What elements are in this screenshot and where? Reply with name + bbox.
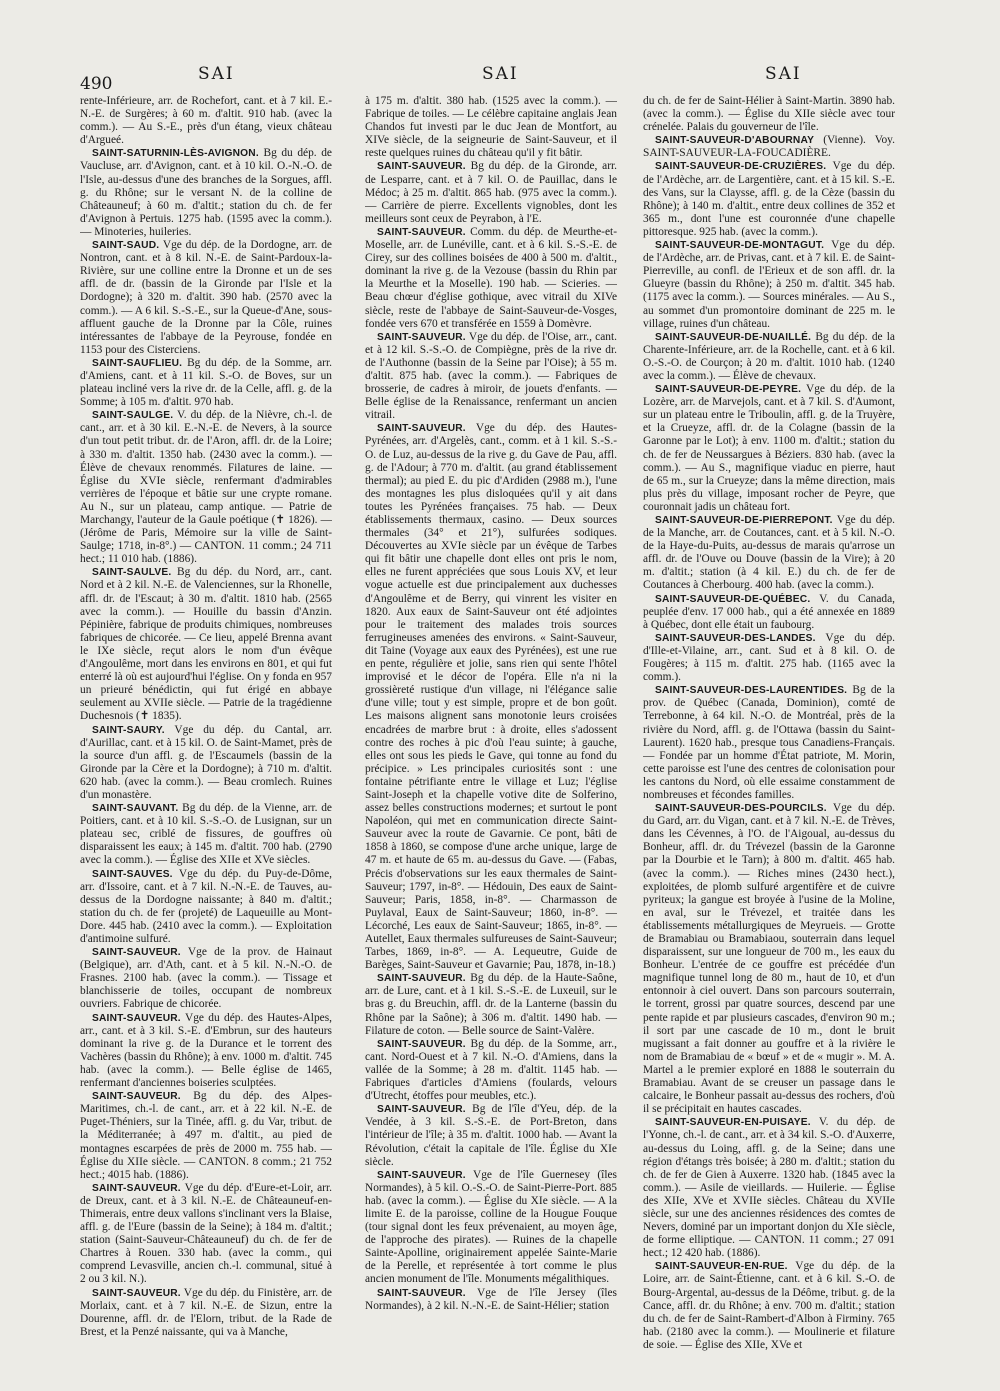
entry-text: du ch. de fer de Saint-Hélier à Saint-Martin. 3890 hab. (avec la comm.). — Église du XIIe siècle avec tour crénelée. Palais du gouverneur de l'île. bbox=[643, 95, 895, 134]
dictionary-entry bbox=[643, 593, 895, 632]
dictionary-entry bbox=[80, 1012, 332, 1091]
entry-text: Vge du dép. de l'Oise, arr., cant. et à 12 kil. S.-S.-O. de Compiègne, près de la rive dr. de l'Authonne (bassin de la Seine par l'Oise); à 55 m. d'altit. 875 hab. (avec la comm.). — Fabriques de brosserie, de cadres à miroir, de jouets d'enfants. — Belle église de la Renaissance, renfermant un ancien vitrail. bbox=[365, 330, 617, 422]
entry-text: Bg du dép. de la Somme, arr. d'Amiens, cant. et à 11 kil. S.-O. de Boves, sur un plateau incliné vers la rive dr. de la Celle, affl. g. de la Somme; à 105 m. d'altit. 970 hab. bbox=[80, 356, 332, 409]
entry-headword: SAINT-SAUVEUR. bbox=[92, 1182, 181, 1194]
dictionary-entry bbox=[80, 946, 332, 1011]
dictionary-entry bbox=[80, 1287, 332, 1339]
entry-headword: SAINT-SAUVEUR-DE-QUÉBEC. bbox=[655, 593, 811, 605]
dictionary-entry bbox=[80, 95, 332, 147]
entry-headword: SAINT-SAUVEUR. bbox=[377, 1169, 466, 1181]
entry-text: Vge du dép. d'Ille-et-Vilaine, arr., cant. Sud et à 8 kil. O. de Fougères; à 115 m. d'altit. 275 hab. (1165 avec la comm.). bbox=[643, 631, 895, 684]
entry-headword: SAINT-SAULGE. bbox=[92, 410, 174, 422]
dictionary-entry bbox=[365, 160, 617, 225]
entry-text: V. du dép. de l'Yonne, ch.-l. de cant., arr. et à 34 kil. S.-O. d'Auxerre, au-dessus du Loing, affl. g. de la Seine; dans une région d'étangs très boisée; à 280 m. d'altit.; station du ch. de fer de Gien à Auxerre. 1320 hab. (1845 avec la comm.). — Asile de vieillards. — Huilerie. — Église des XIIe, XVe et XVIIe siècles. Château du XVIIe siècle, sur une des anciennes résidences des comtes de Nevers, dominé par un important donjon du XIe siècle, de forme elliptique. — CANTON. 11 comm.; 27 091 hect.; 12 420 hab. (1886). bbox=[643, 1116, 895, 1260]
entry-text: Bg du dép. de Vaucluse, arr. d'Avignon, cant. et à 10 kil. O.-N.-O. de l'Isle, au-dessus d'une des branches de la Sorgues, affl. g. du Rhône; sur le versant N. de la colline de Châteauneuf; à 60 m. d'altit.; station du ch. de fer d'Avignon à Pertuis. 1275 hab. (1595 avec la comm.). — Minoteries, huileries. bbox=[80, 147, 332, 238]
running-header-center: SAI bbox=[482, 64, 519, 84]
entry-headword: SAINT-SAUD. bbox=[92, 240, 160, 252]
entry-text: Vge du dép. du Gard, arr. du Vigan, cant. et à 7 kil. N.-E. de Trèves, dans les Cévennes, à l'O. de l'Aigoual, au-dessus du Bonheur, affl. dr. du Trévezel (bassin de la Garonne par la Dourbie et le Tarn); à 800 m. d'altit. 465 hab. (avec la comm.). — Riches mines (2430 hect.), exploitées, de plomb sulfuré argentifère et de cuivre pyriteux; la gangue est broyée à l'usine de la Moline, en aval, sur le Trévezel, et traitée dans les établissements métallurgiques de Meyrueis. — Grotte de Bramabiau ou Bramabiaou, souterrain dans lequel disparaissent, sur une longueur de 700 m., les eaux du Bonheur. L'entrée de ce gouffre est précédée d'un magnifique tunnel long de 80 m., haut de 10, et d'un entonnoir à ciel ouvert. Dans son parcours souterrain, le torrent, grossi par quatre sources, descend par une pente rapide et par plusieurs cascades, d'environ 90 m.; il sort par une cascade de 10 m., dont le bruit mugissant a fait donner au gouffre et à la rivière le nom de Bramabiau de « bœuf » et de « mugir ». M. A. Martel a le premier exploré en 1888 le souterrain du Bramabiau. Avant de se creuser un passage dans le calcaire, le Bonheur passait au-dessus des rochers, d'où il se précipitait en hautes cascades. bbox=[643, 802, 895, 1116]
dictionary-entry bbox=[643, 331, 895, 383]
dictionary-entry bbox=[365, 1169, 617, 1287]
entry-text: Vge du dép. de la Lozère, arr. de Marvejols, cant. et à 7 kil. S. d'Aumont, sur un plateau entre le Triboulin, affl. g. de la Truyère, et la Crueyze, affl. dr. de la Colagne (bassin de la Garonne par le Lot); à env. 1100 m. d'altit.; station du ch. de fer de Neussargues à Béziers. 830 hab. (avec la comm.). — Au S., magnifique viaduc en pierre, haut de 65 m., sur la Crueyze; dans la même direction, mais plus près du village, imposant rocher de Peyre, que couronnait jadis un château fort. bbox=[643, 383, 895, 513]
entry-headword: SAINT-SAUVES. bbox=[92, 868, 173, 880]
text-column-3 bbox=[643, 95, 895, 1375]
dictionary-entry bbox=[80, 239, 332, 357]
dictionary-entry bbox=[80, 409, 332, 566]
entry-headword: SAINT-SAULVE. bbox=[92, 567, 172, 579]
entry-headword: SAINT-SAUVEUR. bbox=[377, 973, 466, 985]
entry-headword: SAINT-SAUVEUR. bbox=[92, 947, 181, 959]
entry-headword: SAINT-SAUVEUR. bbox=[92, 1091, 181, 1103]
entry-text: Bg du dép. de la Vienne, arr. de Poitiers, cant. et à 10 kil. S.-S.-O. de Lusignan, sur un plateau sec, criblé de fissures, de gouffres où disparaissent les eaux; à 145 m. d'altit. 700 hab. (2790 avec la comm.). — Église des XIIe et XVe siècles. bbox=[80, 802, 332, 867]
entry-text: Vge du dép. de la Manche, arr. de Coutances, cant. et à 5 kil. N.-O. de la Haye-du-Puits, au-dessus de marais qu'arrose un affl. dr. de l'Ouve ou Douve (bassin de la Vire); à 20 m. d'altit.; station (à 4 kil. E.) du ch. de fer de Coutances à Cherbourg. 400 hab. (avec la comm.). bbox=[643, 514, 895, 592]
dictionary-entry bbox=[643, 1116, 895, 1260]
entry-headword: SAINT-SAUVEUR. bbox=[377, 331, 466, 343]
entry-text: (Vienne). Voy. SAINT-SAUVEUR-LA-FOUCADIÈRE. bbox=[643, 134, 895, 160]
dictionary-entry bbox=[80, 868, 332, 947]
dictionary-entry bbox=[643, 95, 895, 134]
entry-text: Bg du dép. de la Somme, arr., cant. Nord-Ouest et à 7 kil. N.-O. d'Amiens, dans la vallée de la Somme; à 28 m. d'altit. 1145 hab. — Fabriques d'articles d'Amiens (foulards, velours d'Utrecht, étoffes pour meubles, etc.). bbox=[365, 1037, 617, 1103]
entry-headword: SAINT-SAUVEUR-EN-PUISAYE. bbox=[655, 1117, 811, 1129]
entry-text: Vge du dép. du Cantal, arr. d'Aurillac, cant. et à 15 kil. O. de Saint-Mamet, près de la source d'un affl. g. de l'Escaumels (bassin de la Gironde par la Cère et la Dordogne); à 710 m. d'altit. 620 hab. (avec la comm.). — Beau cromlech. Ruines d'un monastère. bbox=[80, 723, 332, 801]
dictionary-entry bbox=[643, 134, 895, 160]
dictionary-entry bbox=[643, 160, 895, 239]
entry-headword: SAINT-SAURY. bbox=[92, 724, 165, 736]
dictionary-entry bbox=[643, 239, 895, 331]
dictionary-entry bbox=[643, 632, 895, 684]
dictionary-entry bbox=[80, 1090, 332, 1182]
entry-text: Vge de l'île Jersey (îles Normandes), à 2 kil. N.-N.-E. de Saint-Hélier; station bbox=[365, 1286, 617, 1312]
entry-headword: SAINT-SAUVEUR. bbox=[377, 1038, 466, 1050]
entry-text: Vge du dép. de la Loire, arr. de Saint-Étienne, cant. et à 6 kil. S.-O. de Bourg-Argental, au-dessus de la Déôme, tribut. g. de la Cance, affl. dr. du Rhône; à env. 700 m. d'altit.; station du ch. de fer de Saint-Rambert-d'Albon à Firminy. 765 hab. (2180 avec la comm.). — Moulinerie et filature de soie. — Église des XIIe, XVe et bbox=[643, 1260, 895, 1351]
entry-headword: SAINT-SATURNIN-LÈS-AVIGNON. bbox=[92, 148, 259, 160]
entry-text: Vge du dép. des Hautes-Pyrénées, arr. d'Argelès, cant., comm. et à 1 kil. S.-S.-O. de Luz, au-dessus de la rive g. du Gave de Pau, affl. g. de l'Adour; à 770 m. d'altit. (au grand établissement thermal); au pied E. du pic d'Ardiden (2988 m.), l'une des montagnes les plus disloquées qu'il y ait dans toutes les Pyrénées françaises. 75 hab. — Deux établissements thermaux, casino. — Deux sources thermales (34° et 21°), sulfurées sodiques. Découvertes au XVIe siècle par un évêque de Tarbes qui fit bâtir une chapelle dont elles ont pris le nom, elles ne furent appréciées que sous Louis XV, et leur vogue actuelle est due principalement aux duchesses d'Angoulême et de Berry, qui vinrent les visiter en 1820. Aux eaux de Saint-Sauveur ont été adjointes pour le traitement des malades trois sources ferrugineuses amenées des environs. « Saint-Sauveur, dit Taine (Voyage aux eaux des Pyrénées), est une rue en pente, régulière et jolie, sans rien qui sente l'hôtel improvisé et le décor de l'opéra. Elle n'a ni la grossièreté rustique d'un village, ni l'élégance salie d'une ville; tout y est simple, propre et de bon goût. Les maisons alignent sans monotonie leurs croisées encadrées de marbre brut : à droite, elles s'adossent contre des roches à pic d'où l'eau suinte; à gauche, elles ont sous les pieds le Gave, qui tonne au fond du précipice. » Les principales curiosités sont : une fontaine pétrifiante entre le village et Luz; l'église Saint-Joseph et la chapelle votive dite de Solferino, assez belles constructions modernes; et surtout le pont Napoléon, qui met en communication directe Saint-Sauveur avec la route de Gavarnie. Ce pont, bâti de 1858 à 1860, se compose d'une arche unique, large de 47 m. et haute de 65 m. au-dessus du Gave. — (Fabas, Précis d'observations sur les eaux thermales de Saint-Sauveur; 1797, in-8°. — Hédouin, Des eaux de Saint-Sauveur; Paris, 1858, in-8°. — Charmasson de Puylaval, Eaux de Saint-Sauveur; 1860, in-8°. — Lécorché, Les eaux de Saint-Sauveur; 1865, in-8°. — Autellet, Eaux thermales sulfureuses de Saint-Sauveur; Tarbes, 1869, in-8°. — A. Lequeutre, Guide de Barèges, Saint-Sauveur et Gavarnie; Pau, 1878, in-18.) bbox=[365, 422, 617, 972]
entry-text: Vge du dép. du Puy-de-Dôme, arr. d'Issoire, cant. et à 7 kil. N.-N.-E. de Tauves, au-dessus de la Dordogne naissante; à 840 m. d'altit.; station du ch. de fer (projeté) de Laqueuille au Mont-Dore. 445 hab. (2410 avec la comm.). — Exploitation d'antimoine sulfuré. bbox=[80, 867, 332, 945]
dictionary-entry bbox=[365, 1038, 617, 1103]
entry-text: Vge du dép. de l'Ardèche, arr. de Largentière, cant. et à 15 kil. S.-E. des Vans, sur la Claysse, affl. g. de la Cèze (bassin du Rhône); à 140 m. d'altit., entre deux collines de 352 et 365 m., dont l'une est couronnée d'une chapelle pittoresque. 925 hab. (avec la comm.). bbox=[643, 160, 895, 238]
entry-headword: SAINT-SAUVEUR. bbox=[377, 423, 466, 435]
page-number: 490 bbox=[80, 74, 113, 94]
entry-text: V. du dép. de la Nièvre, ch.-l. de cant., arr. et à 30 kil. E.-N.-E. de Nevers, à la source d'un tout petit tribut. dr. de l'Aron, affl. dr. de la Loire; à 330 m. d'altit. 1350 hab. (2430 avec la comm.). — Élève de chevaux renommés. Filatures de laine. — Église du XVIe siècle, renfermant d'admirables verrières de l'époque et bâtie sur une crypte romane. Au N., sur un plateau, camp antique. — Patrie de Marchangy, l'auteur de la Gaule poétique (✝ 1826). — (Jérôme de Paris, Mémoire sur la ville de Saint-Saulge; 1718, in-8°.) — CANTON. 11 comm.; 24 711 hect.; 11 010 hab. (1886). bbox=[80, 409, 332, 566]
entry-text: Bg du dép. des Alpes-Maritimes, ch.-l. de cant., arr. et à 22 kil. N.-E. de Puget-Théniers, sur la Tinée, affl. g. du Var, tribut. de la Méditerranée; à 497 m. d'altit., au pied de montagnes escarpées de près de 2000 m. 755 hab. — Église du XIIe siècle. — CANTON. 8 comm.; 21 752 hect.; 4015 hab. (1886). bbox=[80, 1090, 332, 1181]
entry-text: Vge du dép. de l'Ardèche, arr. de Privas, cant. et à 7 kil. E. de Saint-Pierreville, au confl. de l'Erieux et de son affl. dr. la Glueyre (bassin du Rhône); à 250 m. d'altit. 345 hab. (1175 avec la comm.). — Sources minérales. — Au S., au sommet d'un promontoire dominant de 225 m. le village, ruines d'un château. bbox=[643, 239, 895, 330]
entry-text: Vge du dép. du Finistère, arr. de Morlaix, cant. et à 7 kil. N.-E. de Sizun, entre la Dourenne, affl. dr. de l'Elorn, tribut. de la Rade de Brest, et la Penzé naissante, qui va à Manche, bbox=[80, 1286, 332, 1338]
dictionary-entry bbox=[365, 422, 617, 972]
entry-text: Bg de l'île d'Yeu, dép. de la Vendée, à 3 kil. S.-S.-E. de Port-Breton, dans l'intérieur de l'île; à 35 m. d'altit. 1000 hab. — Avant la Révolution, c'était la capitale de l'île. Église du XIe siècle. bbox=[365, 1103, 617, 1168]
dictionary-entry bbox=[365, 972, 617, 1037]
entry-headword: SAINT-SAUVEUR-DE-CRUZIÈRES. bbox=[655, 161, 827, 173]
entry-text: V. du Canada, peuplée d'env. 17 000 hab., qui a été annexée en 1889 à Québec, dont elle était un faubourg. bbox=[643, 592, 895, 631]
entry-headword: SAINT-SAUFLIEU. bbox=[92, 357, 183, 369]
entry-headword: SAINT-SAUVEUR. bbox=[92, 1287, 181, 1299]
entry-text: Comm. du dép. de Meurthe-et-Moselle, arr. de Lunéville, cant. et à 6 kil. S.-S.-E. de Cirey, sur des collines boisées de 400 à 500 m. d'altit., dominant la rive g. de la Vezouse (bassin du Rhin par la Meurthe et la Moselle). 190 hab. — Scieries. — Beau chœur d'église gothique, avec vitrail du XIVe siècle, reste de l'abbaye de Saint-Sauveur-de-Vosges, fondée vers 670 et transférée en 1559 à Domèvre. bbox=[365, 225, 617, 330]
entry-headword: SAINT-SAUVEUR-D'ABOURNAY bbox=[655, 135, 815, 147]
entry-headword: SAINT-SAUVEUR-DES-POURCILS. bbox=[655, 803, 827, 815]
dictionary-entry bbox=[80, 566, 332, 723]
entry-text: à 175 m. d'altit. 380 hab. (1525 avec la comm.). — Fabrique de toiles. — Le célèbre capitaine anglais Jean Chandos fut investi par le duc Jean de Montfort, au XIVe siècle, de la seigneurie de Saint-Sauveur, et il reste quelques ruines du château qu'il y fit bâtir. bbox=[365, 95, 617, 160]
dictionary-entry bbox=[80, 147, 332, 239]
entry-text: Vge du dép. des Hautes-Alpes, arr., cant. et à 3 kil. S.-E. d'Embrun, sur des hauteurs dominant la rive g. de la Durance et le torrent des Vachères (bassin du Rhône); à env. 1000 m. d'altit. 745 hab. (avec la comm.). — Belle église de 1465, renfermant d'anciennes boiseries sculptées. bbox=[80, 1011, 332, 1090]
text-column-2 bbox=[365, 95, 617, 1375]
dictionary-entry bbox=[80, 1182, 332, 1287]
entry-headword: SAINT-SAUVEUR-DE-PEYRE. bbox=[655, 384, 802, 396]
dictionary-entry bbox=[643, 1260, 895, 1352]
dictionary-entry bbox=[643, 383, 895, 514]
entry-headword: SAINT-SAUVEUR. bbox=[377, 1104, 466, 1116]
entry-text: rente-Inférieure, arr. de Rochefort, cant. et à 7 kil. E.-N.-E. de Surgères; à 60 m. d'altit. 910 hab. (avec la comm.). — Au S.-E., près d'un étang, vieux château d'Argueé. bbox=[80, 95, 332, 147]
entry-text: Bg du dép. de la Haute-Saône, arr. de Lure, cant. et à 1 kil. S.-S.-E. de Luxeuil, sur le bras g. du Breuchin, affl. dr. de la Lanterne (bassin du Rhône par la Saône); à 306 m. d'altit. 1490 hab. — Filature de coton. — Belle source de Saint-Valère. bbox=[365, 972, 617, 1037]
entry-headword: SAINT-SAUVEUR-DE-MONTAGUT. bbox=[655, 240, 825, 252]
entry-text: Vge de l'île Guernesey (îles Normandes), à 5 kil. O.-S.-O. de Saint-Pierre-Port. 885 hab. (avec la comm.). — Église du XIe siècle. — A la limite E. de la paroisse, colline de la Hougue Fouque (tour signal dont les feux prévenaient, au moyen âge, de l'approche des pirates). — Ruines de la chapelle Sainte-Apolline, originairement appelée Sainte-Marie de la Perelle, et représentée à tort comme le plus ancien monument de l'île. Monuments mégalithiques. bbox=[365, 1168, 617, 1286]
entry-headword: SAINT-SAUVEUR-DE-NUAILLÉ. bbox=[655, 331, 812, 343]
entry-text: Vge de la prov. de Hainaut (Belgique), arr. d'Ath, cant. et à 5 kil. N.-N.-O. de Frasnes. 2100 hab. (avec la comm.). — Tissage et blanchisserie de toiles, occupant de nombreux ouvriers. Fabrique de chicorée. bbox=[80, 946, 332, 1011]
entry-text: Vge du dép. de la Dordogne, arr. de Nontron, cant. et à 8 kil. N.-E. de Saint-Pardoux-la-Rivière, sur une colline entre la Dronne et un de ses affl. de dr. (bassin de la Gironde par l'Isle et la Dordogne); à 320 m. d'altit. 390 hab. (2570 avec la comm.). — A 6 kil. S.-S.-E., sur la Queue-d'Ane, sous-affluent gauche de la Dronne par la Côle, ruines intéressantes de l'abbaye de la Peyrouse, fondée en 1153 pour des Cisterciens. bbox=[80, 239, 332, 356]
entry-headword: SAINT-SAUVEUR-DES-LANDES. bbox=[655, 632, 816, 644]
dictionary-entry bbox=[365, 95, 617, 160]
entry-headword: SAINT-SAUVEUR-EN-RUE. bbox=[655, 1261, 788, 1273]
dictionary-entry bbox=[365, 1287, 617, 1313]
entry-headword: SAINT-SAUVEUR. bbox=[377, 1287, 466, 1299]
dictionary-entry bbox=[365, 1103, 617, 1168]
entry-headword: SAINT-SAUVEUR-DES-LAURENTIDES. bbox=[655, 685, 848, 697]
entry-text: Bg de la prov. de Québec (Canada, Dominion), comté de Terrebonne, à 64 kil. N.-O. de Montréal, près de la rivière du Nord, affl. g. de l'Ottawa (bassin du Saint-Laurent). 1620 hab., presque tous Canadiens-Français. — Fondée par un homme d'État patriote, M. Morin, cette paroisse est l'une des centres de colonisation pour les cantons du Nord, où elle essaime constamment de nombreuses et fécondes familles. bbox=[643, 684, 895, 801]
entry-headword: SAINT-SAUVEUR. bbox=[377, 226, 466, 238]
dictionary-entry bbox=[80, 802, 332, 867]
dictionary-entry bbox=[365, 226, 617, 331]
dictionary-entry bbox=[643, 514, 895, 593]
text-column-1 bbox=[80, 95, 332, 1375]
entry-headword: SAINT-SAUVANT. bbox=[92, 803, 179, 815]
running-header-left: SAI bbox=[198, 64, 235, 84]
dictionary-entry bbox=[365, 331, 617, 423]
dictionary-entry bbox=[80, 724, 332, 803]
entry-headword: SAINT-SAUVEUR. bbox=[377, 161, 466, 173]
running-header-right: SAI bbox=[765, 64, 802, 84]
dictionary-entry bbox=[80, 357, 332, 409]
entry-text: Bg du dép. du Nord, arr., cant. Nord et à 2 kil. N.-E. de Valenciennes, sur la Rhonelle, affl. dr. de l'Escaut; à 30 m. d'altit. 1810 hab. (2565 avec la comm.). — Houille du bassin d'Anzin. Pépinière, fabrique de produits chimiques, nombreuses fabriques de chicorée. — Ce lieu, appelé Brenna avant le IXe siècle, reçut alors le nom d'un évêque d'Angoulême, mort dans les environs en 801, et qui fut enterré là où est aujourd'hui l'église. On y fonda en 957 un prieuré bénédictin, qui fut érigé en abbaye seulement au XVIIe siècle. — Patrie de la tragédienne Duchesnois (✝ 1835). bbox=[80, 566, 332, 723]
dictionary-entry bbox=[643, 802, 895, 1116]
entry-headword: SAINT-SAUVEUR-DE-PIERREPONT. bbox=[655, 515, 833, 526]
dictionary-entry bbox=[643, 684, 895, 802]
entry-text: Vge du dép. d'Eure-et-Loir, arr. de Dreux, cant. et à 3 kil. N.-E. de Châteauneuf-en-Thimerais, entre deux vallons s'inclinant vers la Blaise, affl. g. de l'Eure (bassin de la Seine); à 184 m. d'altit.; station (Saint-Sauveur-Châteauneuf) du ch. de fer de Chartres à Rouen. 330 hab. (avec la comm., qui comprend Levasville, ancien ch.-l. communal, situé à 2 ou 3 kil. N.). bbox=[80, 1181, 332, 1286]
entry-headword: SAINT-SAUVEUR. bbox=[92, 1012, 181, 1024]
entry-text: Bg du dép. de la Charente-Inférieure, arr. de la Rochelle, cant. et à 6 kil. O.-S.-O. de Courçon; à 20 m. d'altit. 1010 hab. (1240 avec la comm.). — Élève de chevaux. bbox=[643, 330, 895, 382]
entry-text: Bg du dép. de la Gironde, arr. de Lesparre, cant. et à 7 kil. O. de Pauillac, dans le Médoc; à 25 m. d'altit. 865 hab. (975 avec la comm.). — Carrière de pierre. Excellents vignobles, dont les meilleurs sont ceux de Peyrabon, à l'E. bbox=[365, 160, 617, 225]
